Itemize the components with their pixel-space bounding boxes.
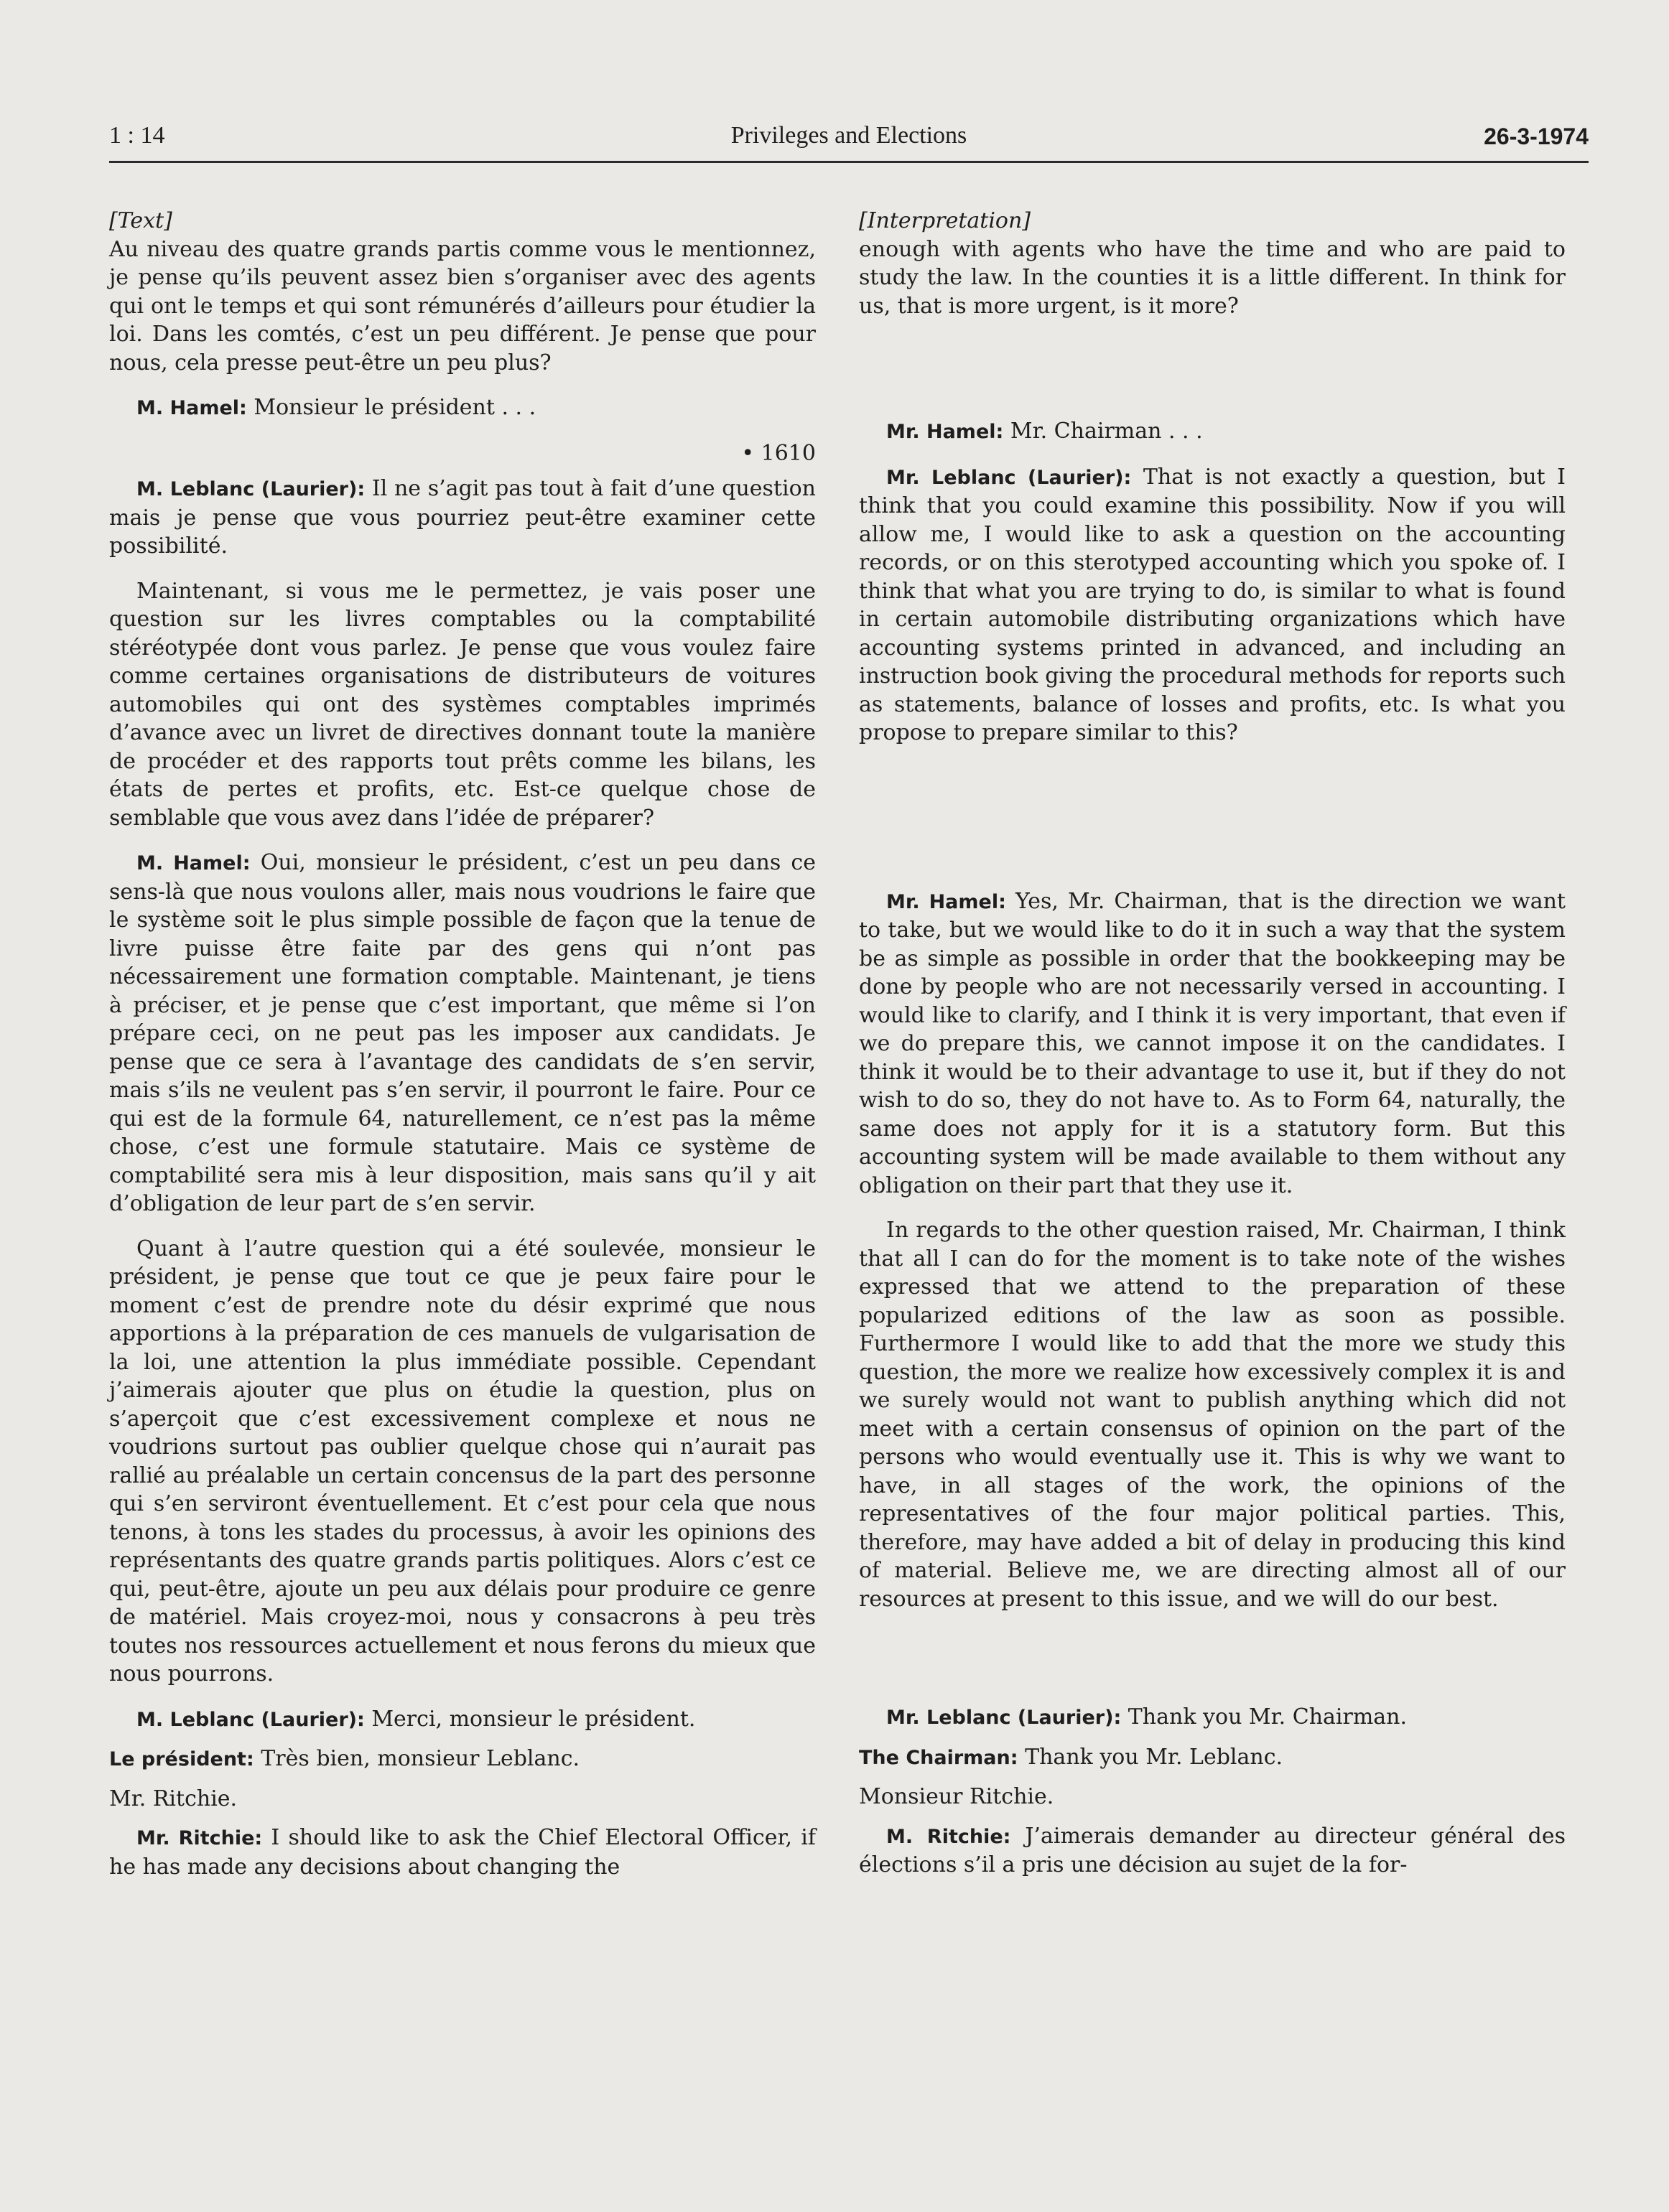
- speech-text: I should like to ask the Chief Electoral Officer, if he has made any decisions about changing the: [109, 1825, 816, 1880]
- paragraph: Au niveau des quatre grands partis comme vous le mentionnez, je pense qu’ils peuvent assez bien s’organiser avec des agents qui ont le temps et qui sont rémunérés d’ailleurs pour étudier la loi. Dans les comtés, c’est un peu différent. Je pense que pour nous, cela presse peut-être un peu plus?: [109, 236, 816, 375]
- paragraph: Monsieur Ritchie.: [859, 1784, 1054, 1809]
- speech: [859, 887, 1566, 1200]
- speech: [859, 1822, 1566, 1880]
- speaker-name: M. Ritchie:: [886, 1825, 1011, 1848]
- right-column-english: [859, 207, 1566, 1880]
- speaker-name: M. Hamel:: [136, 852, 251, 874]
- speech-text: Il ne s’agit pas tout à fait d’une question mais je pense que vous pourriez peut-être examiner cette possibilité.: [109, 476, 816, 559]
- publication-title: Privileges and Elections: [730, 122, 967, 149]
- speaker-name: Mr. Hamel:: [886, 890, 1006, 913]
- speaker-name: M. Leblanc (Laurier):: [136, 478, 366, 500]
- speaker-name: M. Leblanc (Laurier):: [136, 1708, 365, 1731]
- publication-date: 26-3-1974: [1484, 123, 1589, 149]
- paragraph: Maintenant, si vous me le permettez, je vais poser une question sur les livres comptables ou la comptabilité stéréotypée dont vous parlez. Je pense que vous voulez faire comme certaines organisations de distributeurs de voitures automobiles qui ont des systèmes comptables imprimés d’avance avec un livret de directives donnant toute la manière de procéder et des rapports tout prêts comme les bilans, les états de pertes et profits, etc. Est-ce quelque chose de semblable que vous avez dans l’idée de préparer?: [109, 578, 816, 831]
- running-header: [109, 121, 1589, 163]
- speech-text: J’aimerais demander au directeur général des élections s’il a pris une décision au sujet de la for-: [859, 1823, 1566, 1877]
- speech-text: Yes, Mr. Chairman, that is the direction we want to take, but we would like to do it in such a way that the system be as simple as possible in order that the bookkeeping may be done by people who are not necessarily versed in accounting. I would like to clarify, and I think it is very important, that even if we do prepare this, we cannot impose it on the candidates. I think it would be to their advantage to use it, but if they do not wish to do so, they do not have to. As to Form 64, naturally, the same does not apply for it is a statutory form. But this accounting system will be made available to them without any obligation on their part that they use it.: [859, 888, 1566, 1198]
- paragraph: Quant à l’autre question qui a été soulevée, monsieur le président, je pense que tout ce que je peux faire pour le moment c’est de prendre note du désir exprimé que nous apportions à la préparation de ces manuels de vulgarisation de la loi, une attention la plus immédiate possible. Cependant j’aimerais ajouter que plus on étudie la question, plus on s’aperçoit que c’est excessivement complexe et nous ne voudrions surtout pas oublier quelque chose qui n’aurait pas rallié au préalable un certain concensus de la part des personne qui s’en serviront éventuellement. Et c’est pour cela que nous tenons, à tons les stades du processus, à avoir les opinions des représentants des quatre grands partis politiques. Alors c’est ce qui, peut-être, ajoute un peu aux délais pour produire ce genre de matériel. Mais croyez-moi, nous y consacrons à peu très toutes nos ressources actuellement et nous ferons du mieux que nous pourrons.: [109, 1236, 816, 1686]
- speech-text: Thank you Mr. Leblanc.: [1018, 1744, 1283, 1770]
- left-column-french: [109, 207, 816, 1881]
- speech: [859, 1743, 1566, 1773]
- speech: [859, 1703, 1566, 1732]
- paragraph: Mr. Ritchie.: [109, 1786, 238, 1811]
- section-label: [Text]: [109, 208, 172, 233]
- speech-text: Merci, monsieur le président.: [364, 1706, 696, 1732]
- speech-text: Monsieur le président . . .: [246, 395, 536, 420]
- speech: [109, 475, 816, 561]
- speech: [109, 1705, 816, 1735]
- speech-text: That is not exactly a question, but I think that you could examine this possibility. Now if you will allow me, I would like to ask a question on the accounting records, or on this sterotyped accounting which you spoke of. I think that what you are trying to do, is similar to what is found in certain automobile distributing organizations which have accounting systems printed in advanced, and including an instruction book giving the procedural methods for reports such as statements, balance of losses and profits, etc. Is what you propose to prepare similar to this?: [859, 464, 1566, 745]
- speech-text: Mr. Chairman . . .: [1003, 419, 1203, 444]
- speaker-name: Mr. Hamel:: [886, 421, 1004, 443]
- speech: [859, 417, 1566, 447]
- speaker-name: M. Hamel:: [136, 397, 247, 419]
- section-label: [Interpretation]: [859, 208, 1031, 233]
- speaker-name: Mr. Ritchie:: [136, 1827, 263, 1849]
- speech: [109, 1824, 816, 1881]
- speaker-name: Mr. Leblanc (Laurier):: [886, 1707, 1122, 1729]
- paragraph: enough with agents who have the time and who are paid to study the law. In the counties it is a little different. In think for us, that is more urgent, is it more?: [859, 236, 1566, 319]
- paragraph: In regards to the other question raised, Mr. Chairman, I think that all I can do for the moment is to take note of the wishes expressed that we attend to the preparation of these popularized editions of the law as soon as possible. Furthermore I would like to add that the more we study this question, the more we realize how excessively complex it is and we surely would not want to publish anything which did not meet with a certain consensus of opinion on the part of the persons who would eventually use it. This is why we want to have, in all stages of the work, the opinions of the representatives of the four major political parties. This, therefore, may have added a bit of delay in producing this kind of material. Believe me, we are directing almost all of our resources at present to this issue, and we will do our best.: [859, 1218, 1566, 1612]
- time-marker: • 1610: [741, 440, 816, 466]
- speech-text: Très bien, monsieur Leblanc.: [254, 1746, 580, 1771]
- speaker-name: The Chairman:: [859, 1746, 1018, 1769]
- speaker-name: Mr. Leblanc (Laurier):: [886, 466, 1132, 489]
- speech: [109, 1745, 816, 1774]
- speech: [109, 393, 816, 423]
- page-number: 1 : 14: [109, 122, 165, 149]
- speech: [109, 849, 816, 1218]
- speech-text: Thank you Mr. Chairman.: [1121, 1704, 1408, 1730]
- speaker-name: Le président:: [109, 1748, 254, 1770]
- speech-text: Oui, monsieur le président, c’est un peu dans ce sens-là que nous voulons aller, mais nous voudrions le faire que le système soit le plus simple possible de façon que la tenue de livre puisse être faite par des gens qui n’ont pas nécessairement une formation comptable. Maintenant, je tiens à préciser, et je pense que c’est important, que même si l’on prépare ceci, on ne peut pas les imposer aux candidats. Je pense que ce sera à l’avantage des candidats de s’en servir, mais s’ils ne veulent pas s’en servir, il pourront le faire. Pour ce qui est de la formule 64, naturellement, ce n’est pas la même chose, c’est une formule statutaire. Mais ce système de comptabilité sera mis à leur disposition, mais sans qu’il y ait d’obligation de leur part de s’en servir.: [109, 850, 816, 1216]
- speech: [859, 463, 1566, 747]
